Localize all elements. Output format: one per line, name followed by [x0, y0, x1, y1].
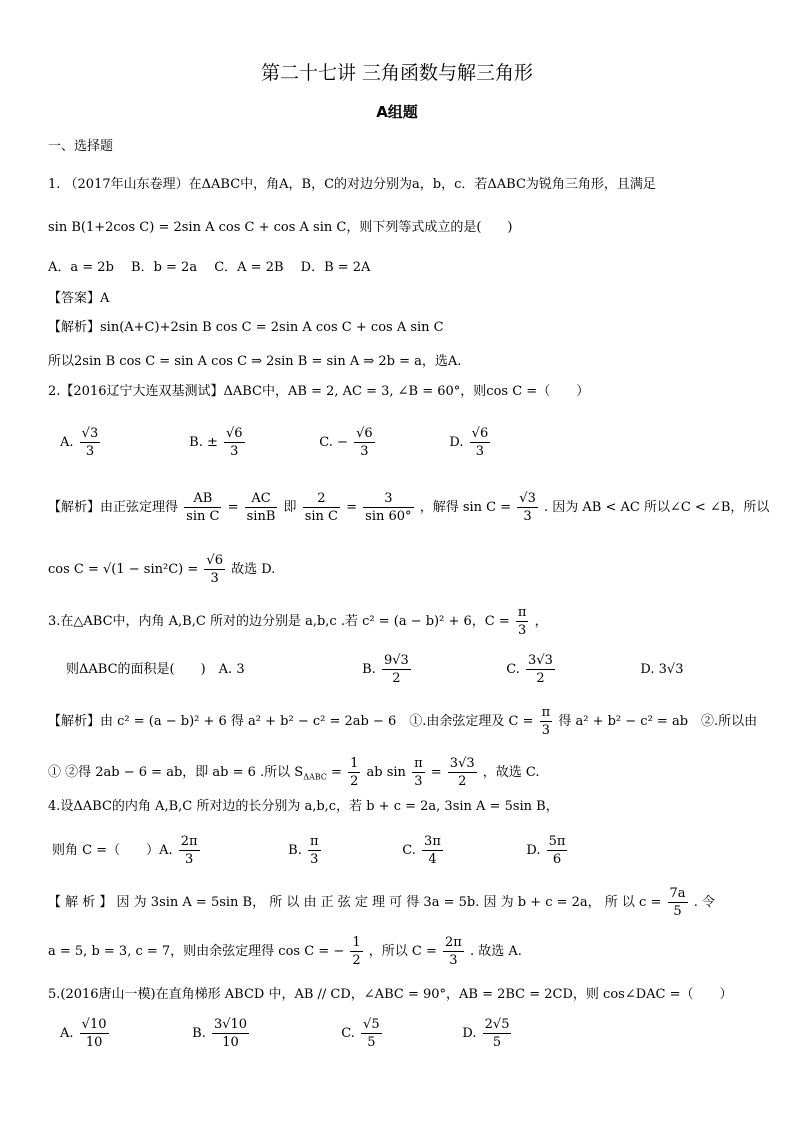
text: . 因为 AB < AC 所以∠C < ∠B，所以 [543, 500, 770, 515]
numerator: π [309, 834, 319, 849]
numerator: √3 [519, 491, 536, 506]
denominator: sin C [304, 509, 338, 524]
q2-options [60, 425, 492, 460]
text: 【解析】由正弦定理得 [48, 500, 179, 515]
group-heading: A组题 [376, 103, 418, 121]
q3-option-c [506, 652, 636, 687]
text: = [331, 765, 342, 780]
numerator: π [414, 756, 423, 771]
fraction [382, 652, 411, 687]
numerator: 2π [180, 834, 198, 849]
fraction [448, 755, 477, 790]
text: ，解得 sin C = [419, 500, 512, 515]
text: = [430, 765, 442, 780]
text: 故选 D. [231, 562, 276, 577]
denominator: 5 [492, 1035, 502, 1050]
fraction [80, 1016, 109, 1051]
q2-option-d [449, 425, 492, 460]
q1-analysis-line2: 所以2sin B cos C = sin A cos C ⇒ 2sin B = sin A ⇒ 2b = a，选A. [48, 354, 462, 369]
numerator: √10 [81, 1017, 107, 1032]
numerator: √5 [363, 1017, 380, 1032]
denominator: 3 [185, 852, 194, 867]
q5-stem: 5.(2016唐山一模)在直角梯形 ABCD 中，AB // CD，∠ABC = 90°，AB = 2BC = 2CD，则 cos∠DAC =（ ） [48, 987, 733, 1002]
q4-option-a [52, 833, 284, 868]
option-label: C. [506, 662, 520, 677]
numerator: 1 [350, 756, 359, 771]
fraction [245, 490, 278, 525]
fraction [668, 885, 688, 920]
q2-stem: 2.【2016辽宁大连双基测试】ΔABC中，AB = 2, AC = 3, ∠B = 60°，则cos C =（ ） [48, 384, 590, 399]
denominator: 6 [552, 852, 562, 867]
q3-option-b [362, 652, 502, 687]
denominator: 3 [210, 571, 219, 586]
numerator: AB [184, 490, 221, 508]
text: 3.在△ABC中，内角 A,B,C 所对的边分别是 a,b,c .若 c² = (a − b)² + 6，C = [48, 614, 510, 629]
fraction [348, 755, 360, 790]
numerator: 3π [424, 834, 441, 849]
denominator: 3 [541, 723, 551, 738]
option-label: C. − [319, 435, 348, 450]
option-label: B. [288, 843, 302, 858]
option-label: A. [60, 1026, 74, 1041]
numerator: 7a [669, 886, 686, 901]
fraction [516, 604, 529, 639]
q1-stem-line1: 1. （2017年山东卷理）在ΔABC中，角A，B，C的对边分别为a，b，c．若ΔABC为锐角三角形，且满足 [48, 177, 656, 192]
denominator: 3 [449, 953, 458, 968]
text: 即 [283, 500, 297, 515]
denominator: 10 [222, 1035, 239, 1050]
q3-stem [48, 604, 548, 639]
text: ，所以 C = [368, 944, 437, 959]
option-label: D. [462, 1026, 477, 1041]
option-label: A. [60, 435, 74, 450]
numerator: 2 [303, 490, 340, 508]
text: 则角 C =（ ）A. [52, 843, 173, 858]
page-title: 第二十七讲 三角函数与解三角形 [260, 62, 534, 84]
numerator: 1 [352, 935, 361, 950]
fraction [422, 833, 443, 868]
denominator: 3 [360, 444, 369, 459]
q3-options [66, 652, 683, 687]
numerator: π [517, 605, 527, 620]
numerator: 3√3 [528, 653, 553, 668]
text: ， [534, 614, 548, 629]
numerator: 3√3 [449, 756, 475, 771]
fraction [184, 490, 221, 525]
text: ，故选 C. [482, 765, 540, 780]
fraction [204, 552, 225, 587]
fraction [540, 704, 553, 739]
q3-option-a: 则ΔABC的面积是( ) A. 3 [66, 662, 245, 677]
numerator: √6 [471, 426, 489, 441]
q5-options [60, 1016, 513, 1051]
denominator: 2 [536, 671, 545, 686]
fraction [354, 425, 375, 460]
denominator: 4 [428, 852, 437, 867]
section-heading: 一、选择题 [48, 139, 114, 154]
fraction [443, 934, 464, 969]
q5-option-d [462, 1016, 513, 1051]
fraction [224, 425, 245, 460]
fraction [361, 1016, 382, 1051]
fraction [363, 490, 413, 525]
text: ① ②得 2ab − 6 = ab，即 ab = 6 .所以 S [48, 765, 304, 780]
q2-option-b [189, 425, 315, 460]
text: ab sin [366, 765, 406, 780]
text: a = 5, b = 3, c = 7，则由余弦定理得 cos C = − [48, 944, 345, 959]
fraction [483, 1016, 512, 1051]
text: 【 解 析 】 因 为 3sin A = 5sin B， 所 以 由 正 弦 定 理 可 得 3a = 5b. 因 为 b + c = 2a， 所 以 c = [48, 895, 662, 910]
fraction [526, 652, 555, 687]
denominator: 2 [392, 671, 401, 686]
text: 得 a² + b² − c² = ab ②.所以由 [558, 714, 758, 729]
text: . 故选 A. [470, 944, 522, 959]
numerator: √6 [226, 426, 243, 441]
equals: = [346, 500, 358, 515]
fraction [179, 833, 200, 868]
denominator: 5 [367, 1035, 376, 1050]
q1-answer: 【答案】A [48, 291, 110, 306]
option-label: D. [449, 435, 464, 450]
q4-option-b [288, 833, 398, 868]
q2-analysis-line1 [48, 490, 769, 525]
numerator: 3√10 [213, 1017, 248, 1032]
equals: = [227, 500, 239, 515]
q4-analysis-line2 [48, 934, 522, 969]
denominator: 5 [673, 904, 682, 919]
numerator: AC [245, 490, 278, 508]
numerator: 3 [363, 490, 413, 508]
q4-option-d [526, 833, 569, 868]
q5-option-a [60, 1016, 188, 1051]
q1-analysis-line1: 【解析】sin(A+C)+2sin B cos C = 2sin A cos C + cos A sin C [48, 320, 444, 335]
denominator: 2 [350, 774, 359, 789]
q2-analysis-line2 [48, 552, 275, 587]
text: cos C = √(1 − sin²C) = [48, 562, 199, 577]
numerator: 5π [548, 834, 566, 849]
denominator: 2 [458, 774, 467, 789]
denominator: 3 [523, 509, 532, 524]
fraction [517, 490, 538, 525]
denominator: 3 [230, 444, 239, 459]
numerator: 2π [445, 935, 462, 950]
denominator: 10 [85, 1035, 103, 1050]
fraction [470, 425, 491, 460]
denominator: 3 [85, 444, 95, 459]
fraction [212, 1016, 249, 1051]
q1-stem-line2: sin B(1+2cos C) = 2sin A cos C + cos A sin C，则下列等式成立的是( ) [48, 220, 513, 235]
numerator: √6 [206, 553, 223, 568]
q4-options [52, 833, 569, 868]
q5-option-c [341, 1016, 458, 1051]
option-label: B. [362, 662, 376, 677]
subscript: ΔABC [303, 772, 327, 782]
q5-option-b [192, 1016, 337, 1051]
fraction [350, 934, 362, 969]
numerator: π [541, 705, 551, 720]
denominator: 3 [475, 444, 485, 459]
numerator: 2√5 [484, 1017, 510, 1032]
q4-stem: 4.设ΔABC的内角 A,B,C 所对边的长分别为 a,b,c，若 b + c = 2a, 3sin A = 5sin B， [48, 799, 559, 814]
q1-options: A．a = 2b B．b = 2a C．A = 2B D．B = 2A [48, 260, 371, 275]
fraction [412, 755, 425, 790]
q4-analysis-line1 [48, 885, 715, 920]
q2-option-c [319, 425, 445, 460]
fraction [547, 833, 568, 868]
denominator: 3 [518, 623, 527, 638]
q3-analysis-line1 [48, 704, 757, 739]
denominator: 3 [414, 774, 423, 789]
denominator: sinB [246, 509, 276, 524]
denominator: 2 [352, 953, 361, 968]
fraction [308, 833, 321, 868]
q2-option-a [60, 425, 185, 460]
text: . 令 [693, 895, 715, 910]
denominator: 3 [310, 852, 319, 867]
fraction [303, 490, 340, 525]
denominator: sin C [186, 509, 220, 524]
option-label: B. [192, 1026, 206, 1041]
option-label: B. ± [189, 435, 218, 450]
denominator: sin 60° [365, 509, 412, 524]
q3-analysis-line2 [48, 755, 540, 790]
numerator: 9√3 [383, 653, 409, 668]
q3-option-d: D. 3√3 [640, 662, 684, 677]
numerator: √6 [356, 426, 373, 441]
numerator: √3 [81, 426, 99, 441]
text: 【解析】由 c² = (a − b)² + 6 得 a² + b² − c² = 2ab − 6 ①.由余弦定理及 C = [48, 714, 534, 729]
fraction [80, 425, 101, 460]
q4-option-c [402, 833, 522, 868]
option-label: C. [341, 1026, 355, 1041]
option-label: D. [526, 843, 541, 858]
option-label: C. [402, 843, 416, 858]
